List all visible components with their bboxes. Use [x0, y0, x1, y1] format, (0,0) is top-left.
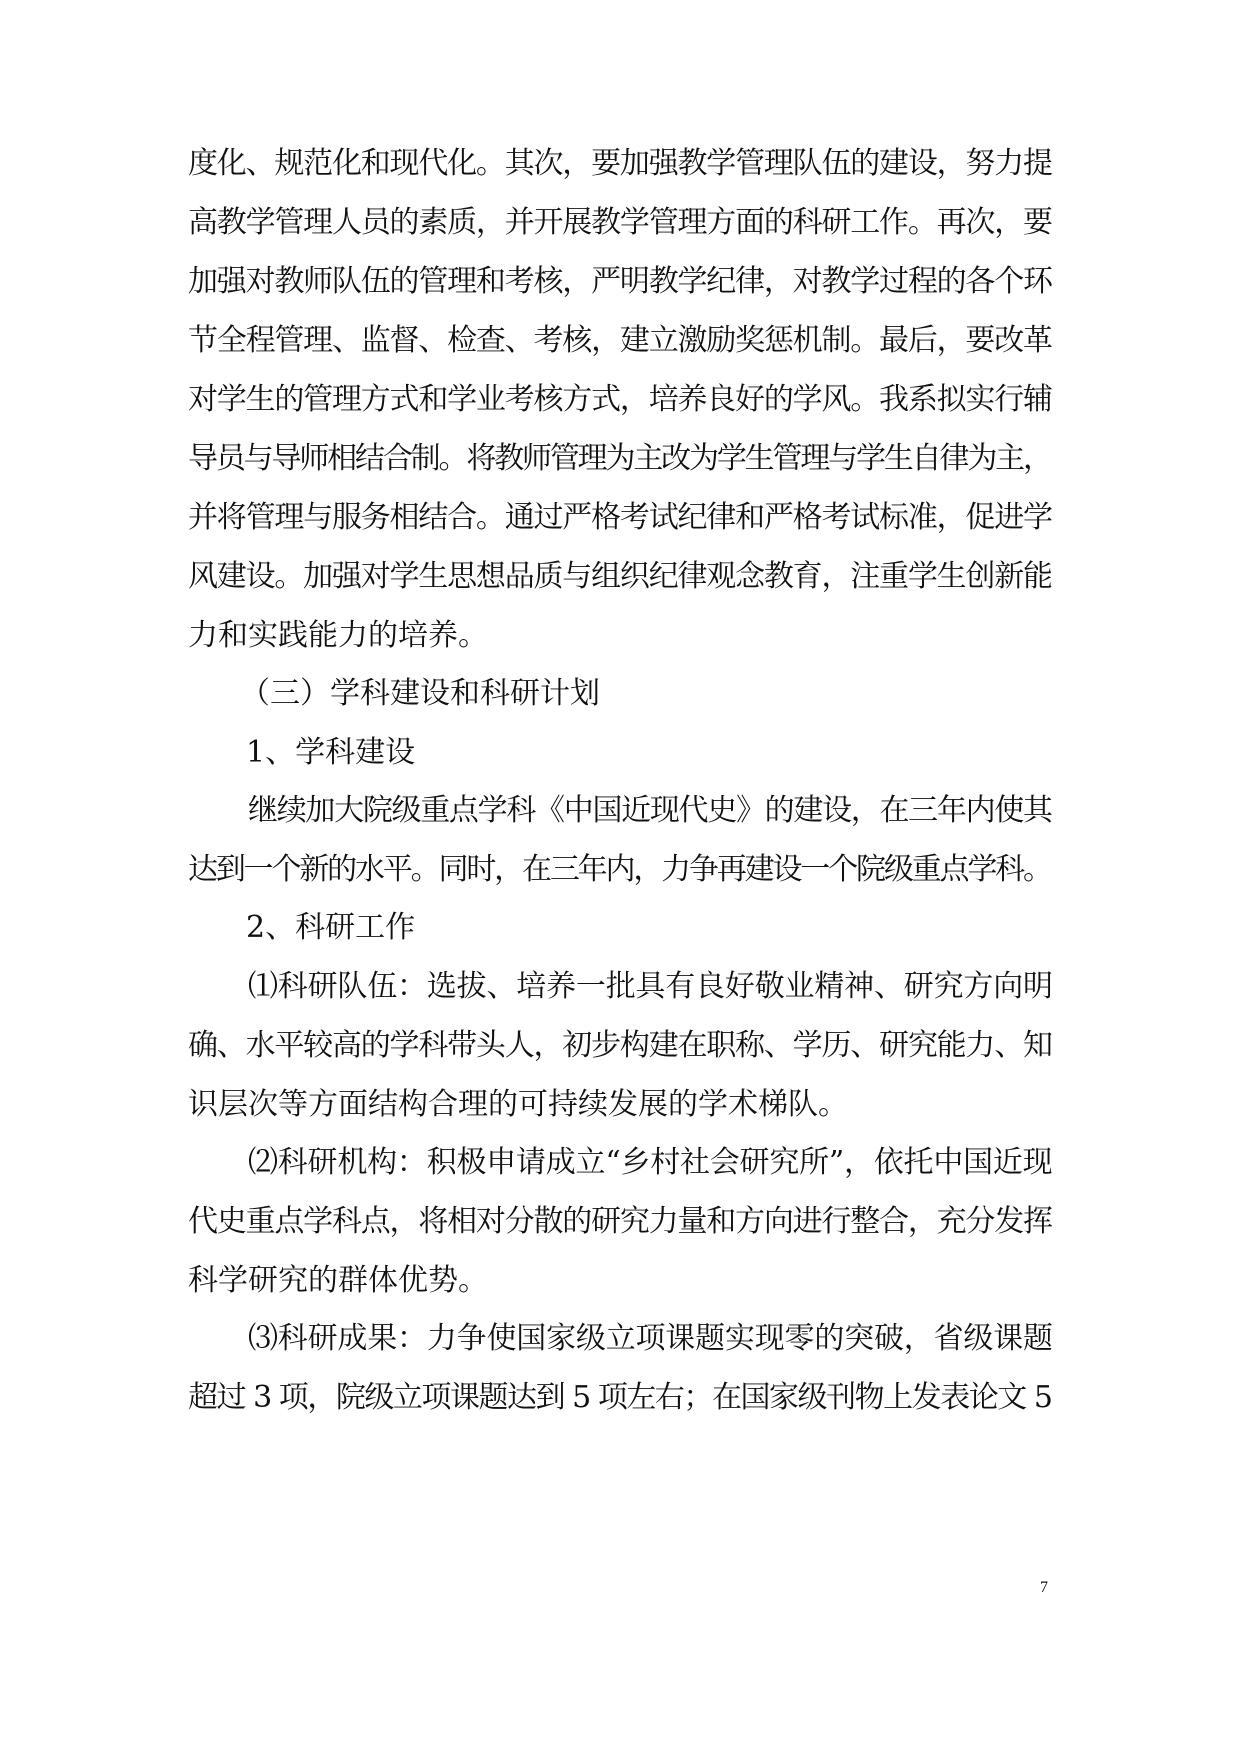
text-line: 风建设。加强对学生思想品质与组织纪律观念教育，注重学生创新能	[188, 559, 1052, 594]
text-line: 节全程管理、监督、检查、考核，建立激励奖惩机制。最后，要改革	[188, 323, 1052, 358]
text-line: 达到一个新的水平。同时，在三年内，力争再建设一个院级重点学科。	[188, 852, 1051, 887]
page-number: 7	[1040, 1579, 1048, 1596]
text-line: 继续加大院级重点学科《中国近现代史》的建设，在三年内使其	[248, 793, 1052, 828]
subsection-heading: 2、科研工作	[246, 910, 416, 945]
text-line: ⑶科研成果：力争使国家级立项课题实现零的突破，省级课题	[248, 1321, 1053, 1356]
section-heading: （三）学科建设和科研计划	[240, 676, 600, 711]
text-line: 并将管理与服务相结合。通过严格考试纪律和严格考试标准，促进学	[188, 500, 1052, 535]
text-line: 力和实践能力的培养。	[188, 618, 488, 653]
text-line: 识层次等方面结构合理的可持续发展的学术梯队。	[188, 1087, 848, 1122]
text-line: 科学研究的群体优势。	[188, 1263, 488, 1298]
text-line: ⑴科研队伍：选拔、培养一批具有良好敬业精神、研究方向明	[248, 969, 1053, 1004]
text-line: 对学生的管理方式和学业考核方式，培养良好的学风。我系拟实行辅	[188, 382, 1052, 417]
subsection-heading: 1、学科建设	[246, 735, 416, 770]
text-line: 导员与导师相结合制。将教师管理为主改为学生管理与学生自律为主，	[188, 441, 1051, 476]
text-line: ⑵科研机构：积极申请成立“乡村社会研究所”，依托中国近现	[248, 1145, 1053, 1180]
text-line: 加强对教师队伍的管理和考核，严明教学纪律，对教学过程的各个环	[188, 264, 1052, 299]
text-line: 高教学管理人员的素质，并开展教学管理方面的科研工作。再次，要	[188, 205, 1052, 240]
text-line: 确、水平较高的学科带头人，初步构建在职称、学历、研究能力、知	[188, 1028, 1052, 1063]
text-line: 超过 3 项，院级立项课题达到 5 项左右；在国家级刊物上发表论文 5	[188, 1380, 1052, 1415]
text-line: 代史重点学科点，将相对分散的研究力量和方向进行整合，充分发挥	[188, 1204, 1052, 1239]
text-line: 度化、规范化和现代化。其次，要加强教学管理队伍的建设，努力提	[188, 146, 1052, 181]
